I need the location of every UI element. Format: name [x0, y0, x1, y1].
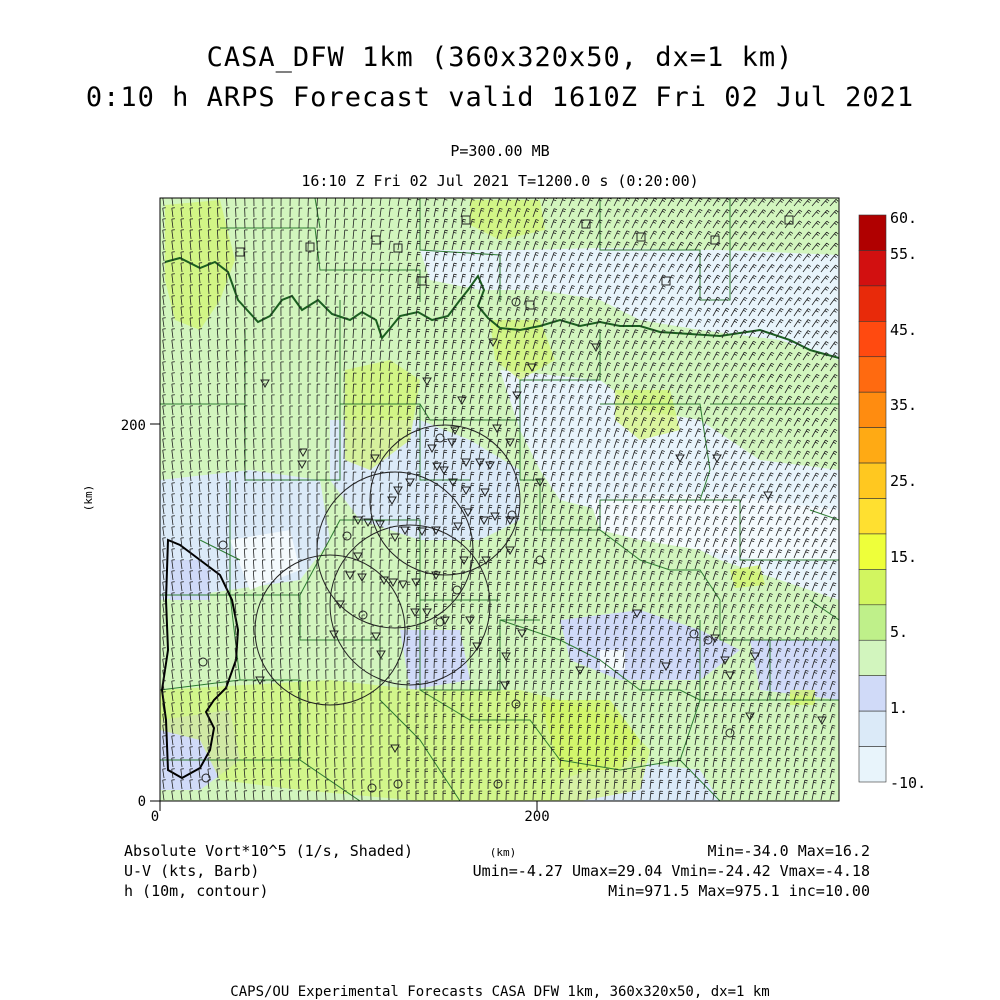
y-axis-label: (km)	[82, 484, 95, 512]
colorbar-block	[859, 215, 886, 250]
colorbar	[859, 215, 886, 782]
height-label: h (10m, contour)	[124, 882, 269, 900]
colorbar-block	[859, 711, 886, 746]
y-tick-0: 0	[137, 794, 146, 810]
colorbar-labels	[890, 209, 926, 792]
colorbar-block	[859, 463, 886, 498]
colorbar-block	[859, 569, 886, 604]
colorbar-label: 55.	[890, 245, 918, 263]
colorbar-block	[859, 499, 886, 534]
colorbar-label: 5.	[890, 623, 909, 641]
title-line-1: CASA_DFW 1km (360x320x50, dx=1 km)	[206, 42, 794, 73]
colorbar-label: 35.	[890, 396, 918, 414]
colorbar-label: 15.	[890, 548, 918, 566]
x-tick-0: 0	[150, 809, 160, 825]
wind-stats: Umin=-4.27 Umax=29.04 Vmin=-24.42 Vmax=-4.18	[472, 862, 870, 880]
colorbar-block	[859, 640, 886, 675]
colorbar-block	[859, 605, 886, 640]
x-tick-200: 200	[524, 809, 550, 825]
colorbar-label: -10.	[890, 774, 927, 792]
vort-label: Absolute Vort*10^5 (1/s, Shaded)	[124, 842, 413, 860]
colorbar-label: 1.	[890, 699, 909, 717]
x-axis-label: (km)	[489, 846, 517, 859]
colorbar-block	[859, 250, 886, 285]
colorbar-block	[859, 357, 886, 392]
colorbar-label: 25.	[890, 472, 918, 490]
colorbar-block	[859, 392, 886, 427]
colorbar-block	[859, 534, 886, 569]
wind-label: U-V (kts, Barb)	[124, 862, 260, 880]
colorbar-block	[859, 428, 886, 463]
colorbar-block	[859, 321, 886, 356]
valid-time: 16:10 Z Fri 02 Jul 2021 T=1200.0 s (0:20:00)	[301, 172, 699, 190]
colorbar-label: 45.	[890, 321, 918, 339]
vort-stats: Min=-34.0 Max=16.2	[707, 842, 870, 860]
footer-credit: CAPS/OU Experimental Forecasts CASA DFW 1km, 360x320x50, dx=1 km	[230, 984, 770, 1000]
colorbar-block	[859, 286, 886, 321]
colorbar-block	[859, 676, 886, 711]
colorbar-label: 60.	[890, 209, 918, 227]
colorbar-block	[859, 747, 886, 782]
y-tick-200: 200	[120, 418, 146, 434]
height-stats: Min=971.5 Max=975.1 inc=10.00	[608, 882, 870, 900]
pressure-level: P=300.00 MB	[450, 142, 550, 160]
title-line-2: 0:10 h ARPS Forecast valid 1610Z Fri 02 Jul 2021	[85, 82, 915, 113]
